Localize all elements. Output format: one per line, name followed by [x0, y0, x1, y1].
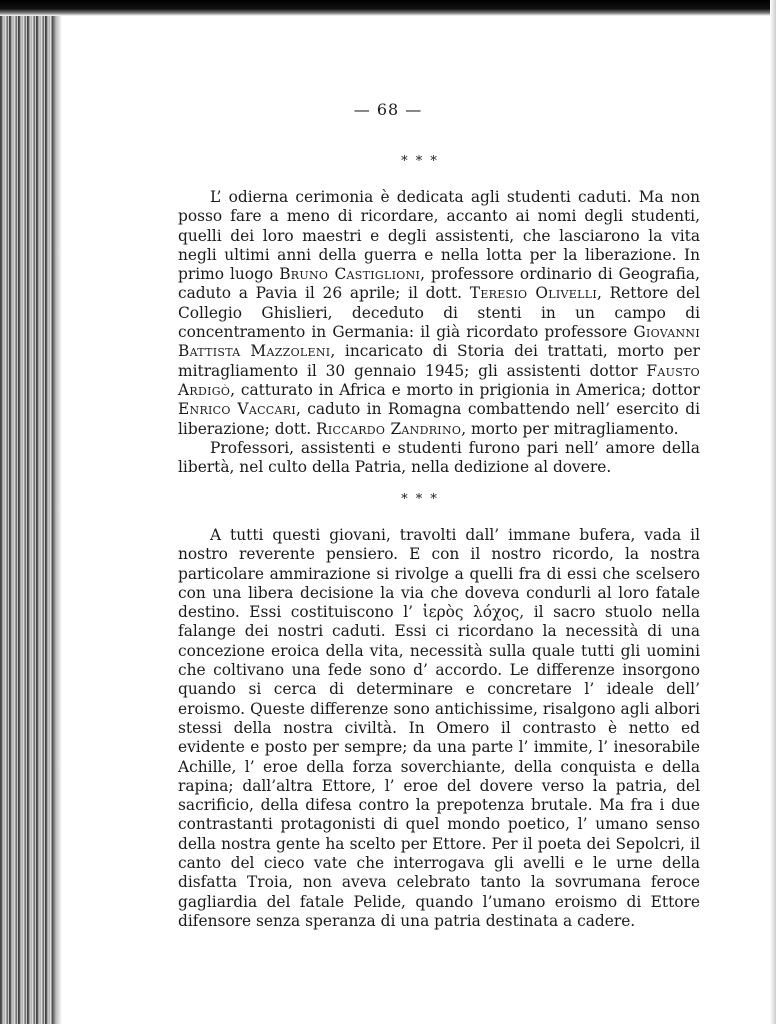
section-separator-mid: [400, 492, 440, 507]
person-name: Teresio Olivelli: [469, 284, 597, 303]
paragraph-2: Professori, assistenti e studenti furono pari nell’ amore della libertà, nel culto della Patria, nella dedizione al dovere.: [178, 438, 700, 477]
paragraph-3: A tutti questi giovani, travolti dall’ immane bufera, vada il nostro reverente pensiero. E con il nostro ricordo, la nostra particolare ammirazione si rivolge a quelli fra di essi che scelsero con una libera decisione la via che doveva condurli al loro fatale destino. Essi costituiscono l’ ἱερὸς λόχος, il sacro stuolo nella falange dei nostri caduti. Essi ci ricordano la necessità di una concezione eroica della vita, necessità sulla quale tutti gli uomini che coltivano una fede sono d’ accordo. Le differenze insorgono quando si cerca di determinare e concretare l’ ideale dell’ eroismo. Queste differenze sono antichissime, risalgono agli albori stessi della nostra civiltà. In Omero il contrasto è netto ed evidente e posto per sempre; da una parte l’ immite, l’ inesorabile Achille, l’ eroe della forza soverchiante, della conquista e della rapina; dall’altra Ettore, l’ eroe del dovere verso la patria, del sacrificio, della difesa contro la prepotenza brutale. Ma fra i due contrastanti protagonisti di quel mondo poetico, l’ umano senso della nostra gente ha scelto per Ettore. Per il poeta dei Sepolcri, il canto del cieco vate che interrogava gli avelli e le urne della disfatta Troia, non aveva celebrato tanto la sovrumana feroce gagliardia del fatale Pelide, quando l’umano eroismo di Ettore difensore senza speranza di una patria destinata a cadere.: [178, 526, 700, 930]
text-run: , catturato in Africa e morto in prigionia in America; dottor: [230, 380, 700, 399]
person-name: Riccardo Zandrino: [316, 419, 462, 438]
person-name: Fausto Ardigò: [178, 361, 700, 399]
paragraph-1: [178, 188, 700, 439]
person-name: Giovanni Battista Mazzoleni: [178, 323, 700, 361]
spine-shadow: [52, 0, 62, 1024]
text-run: , caduto in Romagna combattendo nell’ esercito di liberazione; dott.: [178, 400, 701, 438]
section-2: [178, 526, 700, 931]
person-name: Enrico Vaccari: [178, 400, 296, 419]
text-run: , incaricato di Storia dei trattati, morto per mitragliamento il 30 gennaio 1945; gli assistenti dottor: [178, 342, 700, 380]
text-run: , professore ordinario di Geografia, caduto a Pavia il 26 aprile; il dott.: [178, 265, 700, 303]
text-run: , Rettore del Collegio Ghislieri, deceduto di stenti in un campo di concentramento in Germania: il già ricordato professore: [178, 284, 700, 342]
section-separator-top: [400, 154, 440, 169]
section-1: [178, 188, 700, 477]
person-name: Bruno Castiglioni: [279, 265, 421, 284]
page-number: — 68 —: [353, 100, 423, 119]
separator-text: * * *: [401, 154, 439, 169]
separator-text: * * *: [401, 492, 439, 507]
page-right-edge: [770, 0, 776, 1024]
text-run: , morto per mitragliamento.: [461, 419, 679, 438]
text-run: L’ odierna cerimonia è dedicata agli studenti caduti. Ma non posso fare a meno di ricordare, accanto ai nomi degli studenti, quelli dei loro maestri e degli assistenti, che lasciarono la vita negli ultimi anni della guerra e nella lotta per la liberazione. In primo luogo: [178, 188, 700, 284]
book-spine: [0, 0, 58, 1024]
scan-top-border: [0, 0, 776, 16]
